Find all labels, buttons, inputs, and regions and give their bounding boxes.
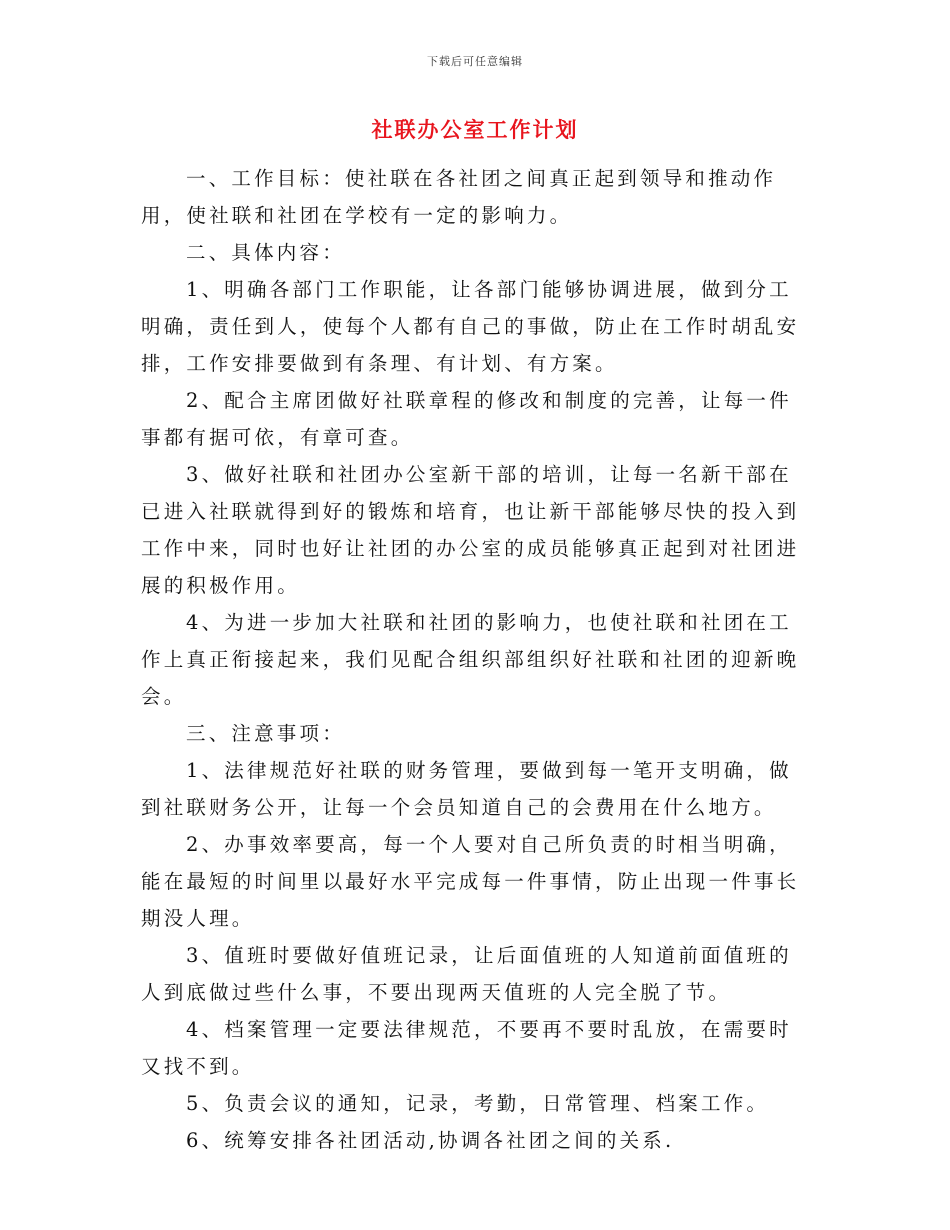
- paragraph-content-2: 2、配合主席团做好社联章程的修改和制度的完善，让每一件事都有据可依，有章可查。: [141, 389, 792, 449]
- paragraph-note-4: 4、档案管理一定要法律规范，不要再不要时乱放，在需要时又找不到。: [141, 1018, 792, 1078]
- paragraph-note-1: 1、法律规范好社联的财务管理，要做到每一笔开支明确，做到社联财务公开，让每一个会员知道自己的会费用在什么地方。: [141, 759, 792, 819]
- paragraph-content-3: 3、做好社联和社团办公室新干部的培训，让每一名新干部在已进入社联就得到好的锻炼和培育，也让新干部能够尽快的投入到工作中来，同时也好让社团的办公室的成员能够真正起到对社团进展的积极作用。: [141, 463, 800, 597]
- paragraph-content-4: 4、为进一步加大社联和社团的影响力，也使社联和社团在工作上真正衔接起来，我们见配合组织部组织好社联和社团的迎新晚会。: [141, 611, 800, 708]
- paragraph-content-1: 1、明确各部门工作职能，让各部门能够协调进展，做到分工明确，责任到人，使每个人都有自己的事做，防止在工作时胡乱安排，工作安排要做到有条理、有计划、有方案。: [141, 278, 800, 375]
- header-note: 下载后可任意编辑: [427, 55, 523, 68]
- document-title: 社联办公室工作计划: [371, 117, 579, 142]
- paragraph-note-3: 3、值班时要做好值班记录，让后面值班的人知道前面值班的人到底做过些什么事，不要出现两天值班的人完全脱了节。: [141, 944, 792, 1004]
- paragraph-note-5: 5、负责会议的通知，记录，考勤，日常管理、档案工作。: [186, 1092, 770, 1115]
- paragraph-goal: 一、工作目标：使社联在各社团之间真正起到领导和推动作用，使社联和社团在学校有一定的影响力。: [141, 167, 777, 227]
- paragraph-note-2: 2、办事效率要高，每一个人要对自己所负责的时相当明确，能在最短的时间里以最好水平完成每一件事情，防止出现一件事长期没人理。: [141, 833, 800, 930]
- paragraph-section-content: 二、具体内容：: [186, 241, 345, 264]
- paragraph-note-6: 6、统筹安排各社团活动,协调各社团之间的关系.: [186, 1129, 675, 1152]
- paragraph-section-notes: 三、注意事项：: [186, 722, 345, 745]
- document-body: [141, 160, 811, 1159]
